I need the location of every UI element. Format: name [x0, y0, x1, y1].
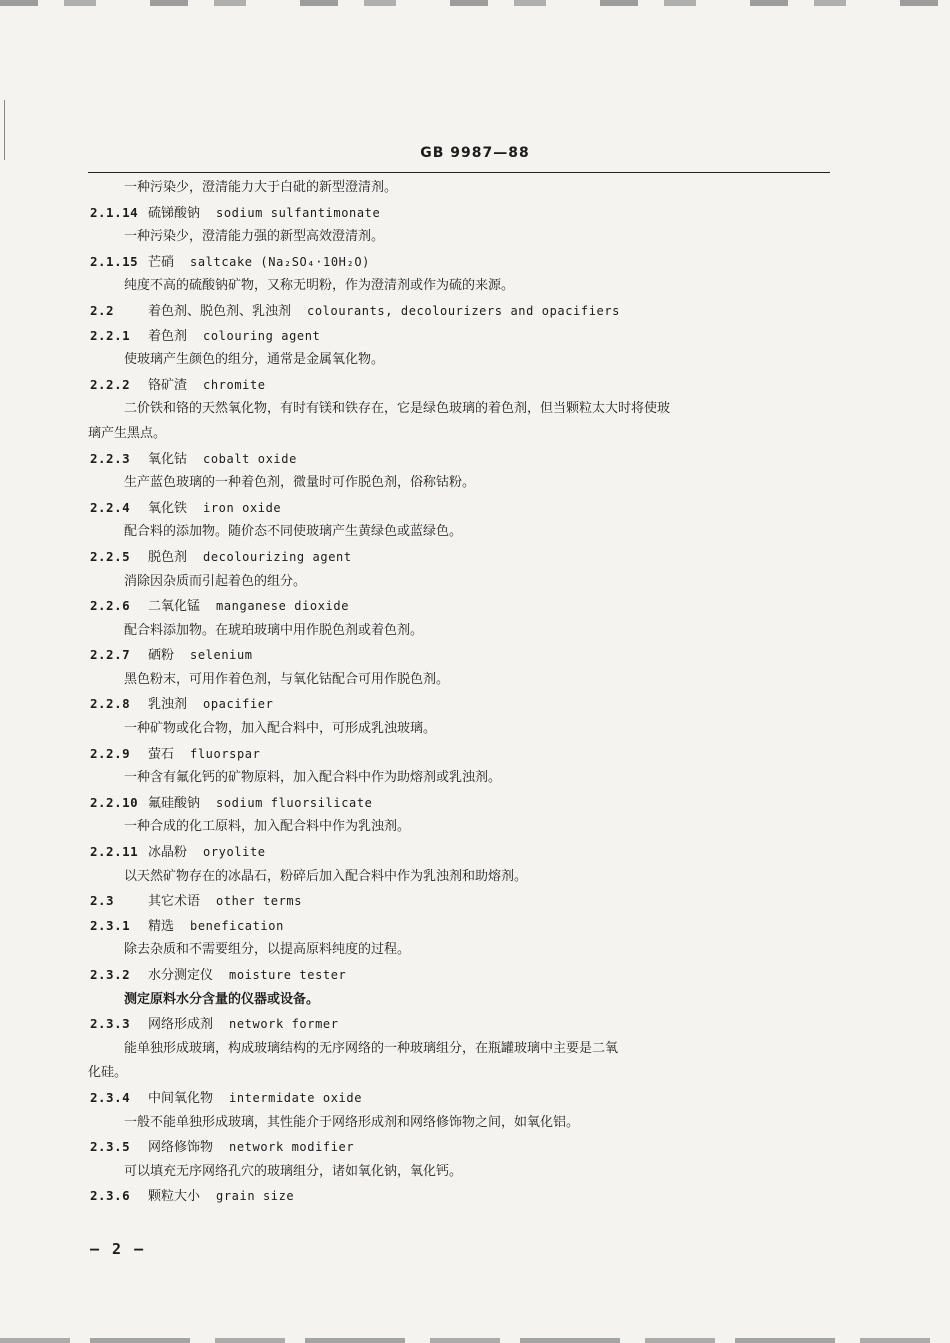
- definition-text: 纯度不高的硫酸钠矿物，又称无明粉，作为澄清剂或作为硫的来源。: [124, 278, 515, 294]
- term-number: 2.2.8: [90, 696, 131, 712]
- term-english: colouring agent: [203, 328, 321, 343]
- term-english: benefication: [190, 918, 284, 933]
- definition-text: 除去杂质和不需要组分，以提高原料纯度的过程。: [124, 942, 411, 958]
- term-number: 2.2.5: [90, 548, 131, 564]
- term-chinese: 萤石: [148, 746, 175, 762]
- term-chinese: 着色剂: [148, 328, 188, 344]
- term-number: 2.2.11: [90, 844, 139, 860]
- definition-text: 生产蓝色玻璃的一种着色剂，微量时可作脱色剂，俗称钴粉。: [124, 475, 476, 491]
- definition-continuation: 璃产生黑点。: [88, 425, 167, 441]
- term-entry: [88, 963, 833, 988]
- term-english: cobalt oxide: [203, 451, 297, 466]
- term-chinese: 乳浊剂: [148, 697, 188, 713]
- term-chinese: 氧化铁: [148, 500, 188, 516]
- term-entry: [88, 496, 833, 521]
- term-english: selenium: [190, 648, 253, 663]
- term-entry: [88, 201, 833, 226]
- definition-text: 配合料添加物。在琥珀玻璃中用作脱色剂或着色剂。: [124, 622, 424, 638]
- term-english: saltcake (Na₂SO₄·10H₂O): [190, 254, 370, 269]
- definition-text: 一种污染少，澄清能力大于白砒的新型澄清剂。: [124, 180, 398, 195]
- scan-edge-bottom: [0, 1338, 950, 1343]
- term-number: 2.2.7: [90, 647, 131, 663]
- term-entry: [88, 447, 833, 472]
- term-number: 2.2.6: [90, 598, 131, 614]
- document-header: GB 9987—88: [420, 145, 530, 161]
- term-number: 2.2.4: [90, 499, 131, 515]
- term-english: intermidate oxide: [229, 1090, 363, 1105]
- term-entry: [88, 1086, 833, 1111]
- term-number: 2.2.10: [90, 794, 139, 810]
- term-chinese: 冰晶粉: [148, 845, 188, 861]
- term-english: network former: [229, 1017, 339, 1032]
- term-chinese: 硒粉: [148, 648, 175, 664]
- definition-text: 能单独形成玻璃，构成玻璃结构的无序网络的一种玻璃组分，在瓶罐玻璃中主要是二氧: [124, 1040, 619, 1056]
- term-english: chromite: [203, 377, 266, 392]
- definition-text: 消除因杂质而引起着色的组分。: [124, 573, 307, 589]
- term-number: 2.1.14: [90, 204, 139, 220]
- definition-text: 一种污染少，澄清能力强的新型高效澄清剂。: [124, 229, 385, 245]
- term-number: 2.3.6: [90, 1188, 131, 1204]
- term-chinese: 中间氧化物: [148, 1090, 214, 1106]
- term-english: colourants, decolourizers and opacifiers: [307, 303, 620, 318]
- term-chinese: 氧化钴: [148, 451, 188, 467]
- definition-text: 一种含有氟化钙的矿物原料，加入配合料中作为助熔剂或乳浊剂。: [124, 770, 502, 786]
- term-chinese: 网络形成剂: [148, 1017, 214, 1033]
- definition-text: 可以填充无序网络孔穴的玻璃组分，诸如氧化钠，氧化钙。: [124, 1163, 463, 1179]
- definition-text: 测定原料水分含量的仪器或设备。: [124, 991, 320, 1007]
- header-rule: [88, 172, 830, 173]
- term-chinese: 硫锑酸钠: [148, 205, 201, 221]
- term-english: other terms: [216, 894, 303, 909]
- term-entry: [88, 889, 833, 914]
- term-entry: [88, 373, 833, 398]
- term-chinese: 着色剂、脱色剂、乳浊剂: [148, 303, 292, 319]
- definition-text: 二价铁和铬的天然氧化物，有时有镁和铁存在，它是绿色玻璃的着色剂，但当颗粒太大时将使玻: [124, 401, 671, 417]
- term-number: 2.3.4: [90, 1089, 131, 1105]
- term-entry: [88, 791, 833, 816]
- term-entry: [88, 324, 833, 349]
- term-entry: [88, 692, 833, 717]
- term-entry: [88, 742, 833, 767]
- term-entry: [88, 643, 833, 668]
- document-body: [88, 176, 833, 1209]
- term-english: manganese dioxide: [216, 599, 350, 614]
- scan-edge-top: [0, 0, 950, 6]
- term-number: 2.2.9: [90, 745, 131, 761]
- definition-text: 一种矿物或化合物，加入配合料中，可形成乳浊玻璃。: [124, 721, 437, 737]
- term-entry: [88, 1184, 833, 1209]
- term-chinese: 其它术语: [148, 894, 201, 910]
- term-english: decolourizing agent: [203, 549, 352, 564]
- term-number: 2.2.2: [90, 376, 131, 392]
- term-entry: [88, 914, 833, 939]
- page-number: — 2 —: [90, 1240, 146, 1258]
- definition-text: 黑色粉末，可用作着色剂，与氧化钴配合可用作脱色剂。: [124, 671, 450, 687]
- term-number: 2.3.3: [90, 1016, 131, 1032]
- term-english: network modifier: [229, 1140, 355, 1155]
- term-entry: [88, 1012, 833, 1037]
- term-number: 2.3: [90, 893, 115, 909]
- term-chinese: 氟硅酸钠: [148, 795, 201, 811]
- term-english: sodium fluorsilicate: [216, 795, 373, 810]
- term-entry: [88, 299, 833, 324]
- term-chinese: 芒硝: [148, 254, 175, 270]
- term-entry: [88, 250, 833, 275]
- term-english: oryolite: [203, 845, 266, 860]
- term-english: fluorspar: [190, 746, 261, 761]
- term-english: opacifier: [203, 697, 274, 712]
- term-chinese: 二氧化锰: [148, 599, 201, 615]
- term-chinese: 水分测定仪: [148, 968, 214, 983]
- term-english: grain size: [216, 1189, 295, 1204]
- definition-text: 配合料的添加物。随价态不同使玻璃产生黄绿色或蓝绿色。: [124, 524, 463, 540]
- term-number: 2.2.3: [90, 450, 131, 466]
- term-number: 2.2: [90, 302, 115, 318]
- term-english: moisture tester: [229, 968, 347, 982]
- term-english: sodium sulfantimonate: [216, 205, 381, 220]
- definition-text: 以天然矿物存在的冰晶石，粉碎后加入配合料中作为乳浊剂和助熔剂。: [124, 868, 528, 884]
- term-english: iron oxide: [203, 500, 282, 515]
- term-chinese: 精选: [148, 918, 175, 934]
- definition-text: 一般不能单独形成玻璃，其性能介于网络形成剂和网络修饰物之间，如氧化铝。: [124, 1114, 580, 1130]
- term-entry: [88, 1135, 833, 1160]
- term-number: 2.3.1: [90, 917, 131, 933]
- term-number: 2.1.15: [90, 253, 139, 269]
- term-entry: [88, 594, 833, 619]
- definition-continuation: 化硅。: [88, 1065, 128, 1081]
- term-chinese: 网络修饰物: [148, 1140, 214, 1156]
- term-entry: [88, 840, 833, 865]
- term-chinese: 铬矿渣: [148, 377, 188, 393]
- definition-text: 一种合成的化工原料，加入配合料中作为乳浊剂。: [124, 819, 411, 835]
- definition-text: 使玻璃产生颜色的组分，通常是金属氧化物。: [124, 352, 385, 368]
- term-number: 2.2.1: [90, 327, 131, 343]
- term-chinese: 脱色剂: [148, 549, 188, 565]
- term-chinese: 颗粒大小: [148, 1189, 201, 1205]
- term-entry: [88, 545, 833, 570]
- term-number: 2.3.2: [90, 967, 131, 982]
- term-number: 2.3.5: [90, 1139, 131, 1155]
